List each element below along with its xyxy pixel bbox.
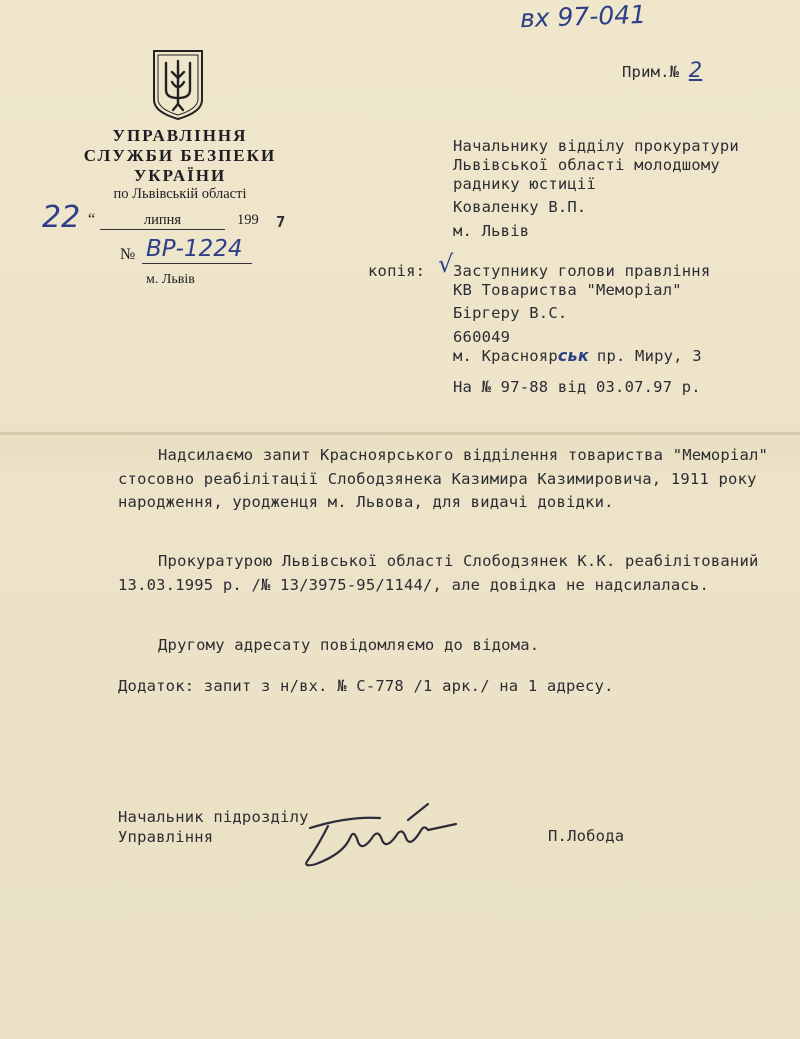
header-line3: УКРАЇНИ: [133, 166, 227, 185]
header-line4: по Львівській області: [113, 186, 247, 202]
copy-label: копія:: [368, 262, 426, 280]
body-paragraph-2: Прокуратурою Львівської області Слободзянек К.К. реабілітований 13.03.1995 р. /№ 13/3975-95/1144/, але довідка не надсилалась.: [118, 552, 759, 594]
outgoing-number-symbol: №: [120, 246, 136, 263]
incoming-number: вх 97-041: [519, 0, 647, 34]
appendix-mark: [622, 58, 702, 82]
date-year-prefix: 199: [237, 212, 259, 228]
copy-line4: 660049: [453, 328, 511, 346]
date-day: 22: [42, 200, 81, 235]
recipient-line4: Коваленку В.П.: [453, 198, 587, 216]
signatory-title-line2: Управління: [118, 828, 214, 846]
date-open-quote: “: [88, 211, 96, 228]
copy-checkmark: √: [438, 250, 454, 278]
copy-city-handwritten-ending: ськ: [557, 346, 589, 365]
recipient-line3: раднику юстиції: [453, 175, 596, 193]
header-line2: СЛУЖБИ БЕЗПЕКИ: [83, 146, 277, 165]
header-line1: УПРАВЛІННЯ: [112, 126, 248, 145]
date-year-suffix: 7: [276, 213, 286, 231]
copy-line1: Заступнику голови правління: [453, 262, 711, 280]
body-paragraph-3: Другому адресату повідомляємо до відома.: [158, 636, 540, 654]
copy-street: пр. Миру, 3: [596, 347, 702, 365]
body-paragraph-4: Додаток: запит з н/вх. № С-778 /1 арк./ на 1 адресу.: [118, 677, 614, 695]
signatory-name: П.Лобода: [548, 827, 625, 845]
reference-line: На № 97-88 від 03.07.97 р.: [453, 378, 701, 396]
copy-line5: [453, 346, 702, 365]
appendix-label: Прим.№: [622, 63, 680, 81]
trident-coat-of-arms-icon: [150, 48, 206, 126]
body-paragraph-1: Надсилаємо запит Красноярського відділення товариства "Меморіал" стосовно реабілітації Слободзянека Казимира Казимировича, 1911 року народження, уродженця м. Львова, для видачі довідки.: [118, 446, 769, 511]
signatory-title-line1: Начальник підрозділу: [118, 808, 309, 826]
copy-city: м. Краснояр: [453, 347, 558, 365]
outgoing-number: ВР-1224: [146, 236, 243, 262]
appendix-number: 2: [688, 58, 703, 82]
recipient-line5: м. Львів: [453, 222, 530, 240]
handwritten-signature: [288, 798, 463, 877]
date-month-line: [100, 229, 225, 230]
recipient-line2: Львівської області молодшому: [453, 156, 720, 174]
paper-fold: [0, 432, 800, 435]
outgoing-number-line: [142, 263, 252, 264]
copy-line3: Біргеру В.С.: [453, 304, 568, 322]
copy-line2: КВ Товариства "Меморіал": [453, 281, 682, 299]
date-month: липня: [143, 212, 182, 228]
recipient-line1: Начальнику відділу прокуратури: [453, 137, 739, 155]
place-of-issue: м. Львів: [146, 272, 195, 287]
